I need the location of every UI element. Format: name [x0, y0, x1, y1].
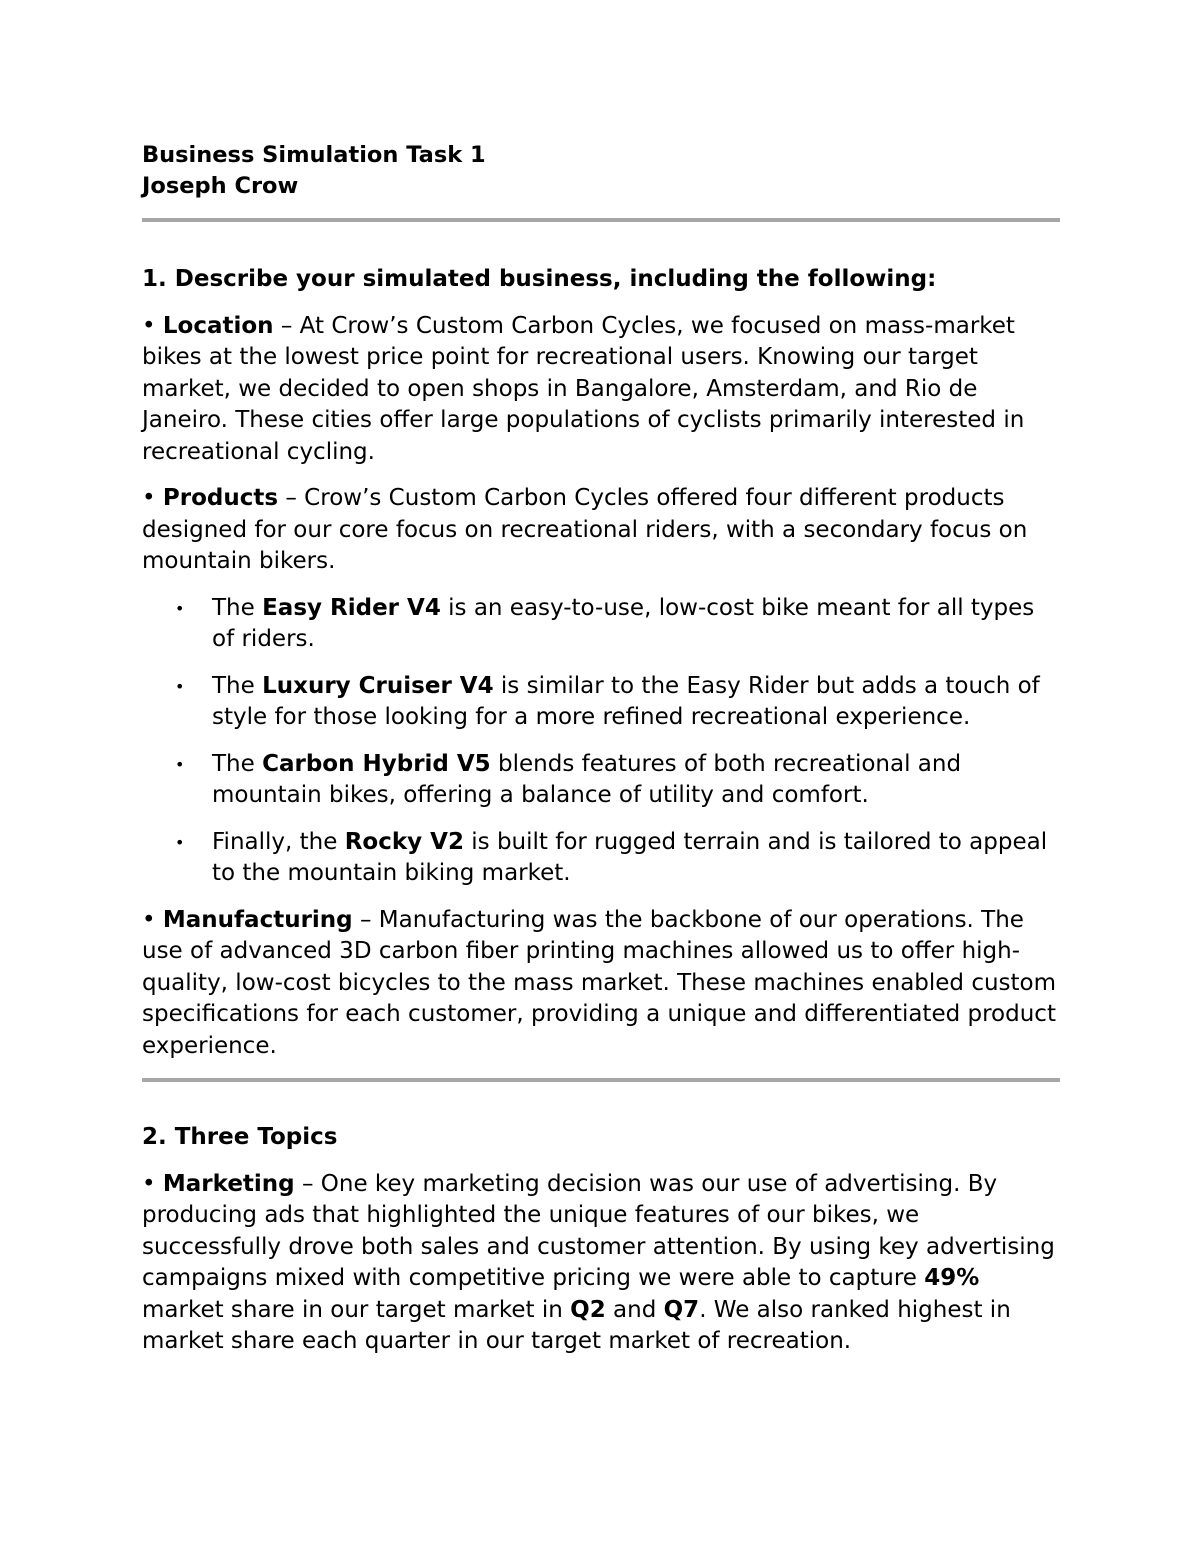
list-item	[142, 827, 1062, 890]
bullet-icon: •	[175, 754, 185, 774]
bullet-icon: •	[175, 598, 185, 618]
bullet-icon: •	[142, 485, 156, 511]
location-label: Location	[162, 312, 274, 339]
item-description: is similar to the Easy Rider but adds a touch of style for those looking for a more refined recreational experience.	[212, 672, 1040, 730]
products-text: – Crow’s Custom Carbon Cycles offered four different products designed for our core focus on recreational riders, with a secondary focus on mountain bikers.	[142, 485, 1028, 574]
product-name: Easy Rider V4	[262, 594, 441, 621]
market-share-value: 49%	[924, 1265, 980, 1291]
list-item	[142, 749, 1062, 812]
item-prefix: The	[212, 594, 263, 621]
bullet-icon: •	[142, 1170, 156, 1197]
product-list	[142, 593, 1062, 890]
item-prefix: The	[212, 750, 263, 777]
bullet-icon: •	[142, 906, 156, 933]
products-label: Products	[162, 485, 279, 511]
marketing-paragraph	[142, 1169, 1062, 1358]
location-paragraph	[142, 311, 1062, 469]
item-description: blends features of both recreational and mountain bikes, offering a balance of utility and comfort.	[212, 750, 962, 808]
marketing-text: – One key marketing decision was our use of advertising. By producing ads that highlighted the unique features of our bikes, we successfully drove both sales and customer attention. By using key advertising campaigns mixed with competitive pricing we were able to capture	[142, 1170, 1055, 1291]
bullet-icon: •	[142, 312, 156, 339]
list-item	[142, 593, 1062, 656]
document-page	[142, 140, 1062, 1358]
item-prefix: Finally, the	[212, 828, 345, 855]
manufacturing-label: Manufacturing	[162, 906, 353, 933]
item-description: is an easy-to-use, low-cost bike meant for all types of riders.	[212, 594, 1035, 652]
horizontal-rule	[142, 1078, 1060, 1082]
document-author: Joseph Crow	[142, 173, 299, 199]
marketing-text: market share in our target market in	[142, 1296, 571, 1323]
list-item	[142, 671, 1062, 734]
bullet-icon: •	[175, 832, 185, 852]
product-name: Rocky V2	[344, 828, 464, 855]
manufacturing-paragraph	[142, 905, 1062, 1063]
manufacturing-text: – Manufacturing was the backbone of our operations. The use of advanced 3D carbon fiber printing machines allowed us to offer high-quality, low-cost bicycles to the mass market. These machines enabled custom specifications for each customer, providing a unique and differentiated product experience.	[142, 906, 1057, 1059]
section-1-heading: 1. Describe your simulated business, including the following:	[142, 266, 937, 292]
products-paragraph	[142, 483, 1062, 578]
quarter-label: Q7	[663, 1296, 700, 1323]
item-description: is built for rugged terrain and is tailored to appeal to the mountain biking market.	[212, 828, 1048, 886]
bullet-icon: •	[175, 676, 185, 696]
section-2-heading: 2. Three Topics	[142, 1124, 338, 1150]
product-name: Luxury Cruiser V4	[262, 672, 494, 699]
product-name: Carbon Hybrid V5	[262, 750, 491, 777]
marketing-text: . We also ranked highest in market share each quarter in our target market of recreation.	[142, 1296, 1011, 1354]
horizontal-rule	[142, 218, 1060, 222]
item-prefix: The	[212, 672, 263, 699]
document-title: Business Simulation Task 1	[142, 142, 486, 168]
location-text: – At Crow’s Custom Carbon Cycles, we focused on mass-market bikes at the lowest price point for recreational users. Knowing our target market, we decided to open shops in Bangalore, Amsterdam, and Rio de Janeiro. These cities offer large populations of cyclists primarily interested in recreational cycling.	[142, 312, 1025, 465]
marketing-label: Marketing	[162, 1170, 295, 1197]
quarter-label: Q2	[570, 1296, 606, 1323]
marketing-text: and	[605, 1296, 664, 1323]
